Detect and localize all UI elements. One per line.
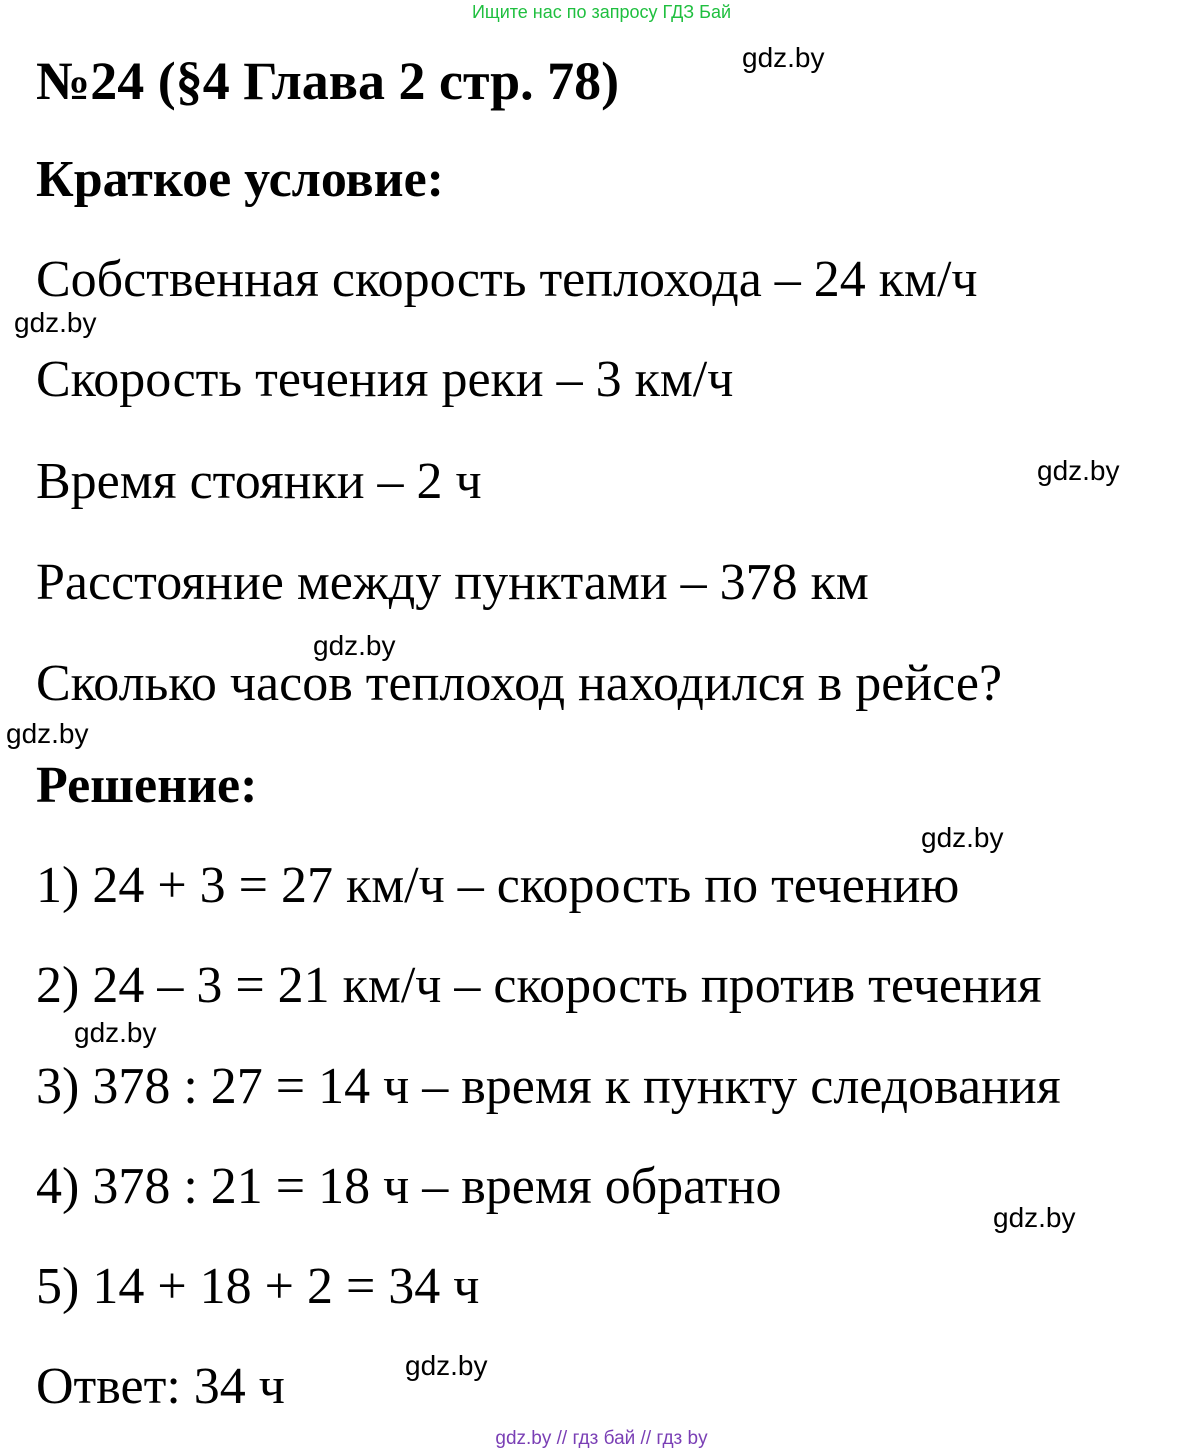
watermark: gdz.by <box>742 42 825 73</box>
solution-step-5: 5) 14 + 18 + 2 = 34 ч <box>36 1258 480 1315</box>
solution-heading: Решение: <box>36 757 258 814</box>
condition-line-2: Скорость течения реки – 3 км/ч <box>36 351 734 408</box>
watermark: gdz.by <box>6 718 89 749</box>
watermark: gdz.by <box>1037 455 1120 486</box>
top-banner: Ищите нас по запросу ГДЗ Бай <box>471 2 732 22</box>
watermark: gdz.by <box>74 1017 157 1048</box>
watermark: gdz.by <box>313 630 396 661</box>
solution-step-2: 2) 24 – 3 = 21 км/ч – скорость против течения <box>36 957 1042 1014</box>
watermark: gdz.by <box>921 822 1004 853</box>
page-title: №24 (§4 Глава 2 стр. 78) <box>36 51 620 111</box>
solution-step-3: 3) 378 : 27 = 14 ч – время к пункту следования <box>36 1058 1061 1115</box>
watermark: gdz.by <box>405 1350 488 1381</box>
condition-heading: Краткое условие: <box>36 151 444 208</box>
watermark: gdz.by <box>993 1202 1076 1233</box>
condition-line-4: Расстояние между пунктами – 378 км <box>36 554 869 611</box>
condition-line-1: Собственная скорость теплохода – 24 км/ч <box>36 251 978 308</box>
solution-step-4: 4) 378 : 21 = 18 ч – время обратно <box>36 1158 782 1215</box>
answer: Ответ: 34 ч <box>36 1358 285 1415</box>
solution-step-1: 1) 24 + 3 = 27 км/ч – скорость по течению <box>36 857 960 914</box>
condition-line-5: Сколько часов теплоход находился в рейсе? <box>36 655 1003 712</box>
condition-line-3: Время стоянки – 2 ч <box>36 453 482 510</box>
bottom-banner: gdz.by // гдз бай // гдз by <box>495 1428 708 1449</box>
watermark: gdz.by <box>14 307 97 338</box>
